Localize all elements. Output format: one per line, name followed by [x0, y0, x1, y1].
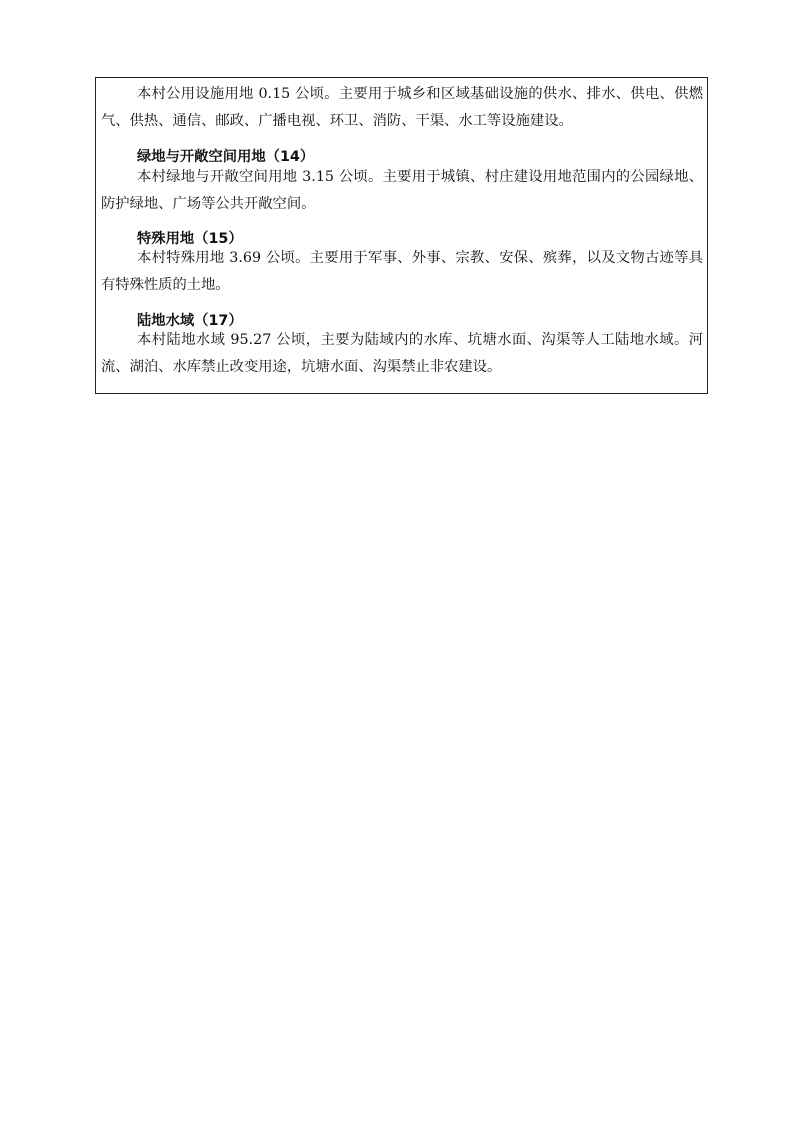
public-facilities-paragraph: 本村公用设施用地 0.15 公顷。主要用于城乡和区域基础设施的供水、排水、供电、供燃气、供热、通信、邮政、广播电视、环卫、消防、干渠、水工等设施建设。 [101, 86, 703, 129]
special-land-heading: 特殊用地（15） [137, 231, 243, 247]
green-space-paragraph: 本村绿地与开敞空间用地 3.15 公顷。主要用于城镇、村庄建设用地范围内的公园绿地、防护绿地、广场等公共开敞空间。 [101, 169, 703, 212]
land-water-paragraph: 本村陆地水域 95.27 公顷，主要为陆域内的水库、坑塘水面、沟渠等人工陆地水域。河流、湖泊、水库禁止改变用途，坑塘水面、沟渠禁止非农建设。 [101, 332, 703, 375]
land-use-table-cell [95, 77, 708, 394]
green-space-heading: 绿地与开敞空间用地（14） [137, 149, 315, 165]
special-land-paragraph: 本村特殊用地 3.69 公顷。主要用于军事、外事、宗教、安保、殡葬，以及文物古迹等具有特殊性质的土地。 [101, 250, 703, 293]
land-water-heading: 陆地水域（17） [137, 313, 243, 329]
